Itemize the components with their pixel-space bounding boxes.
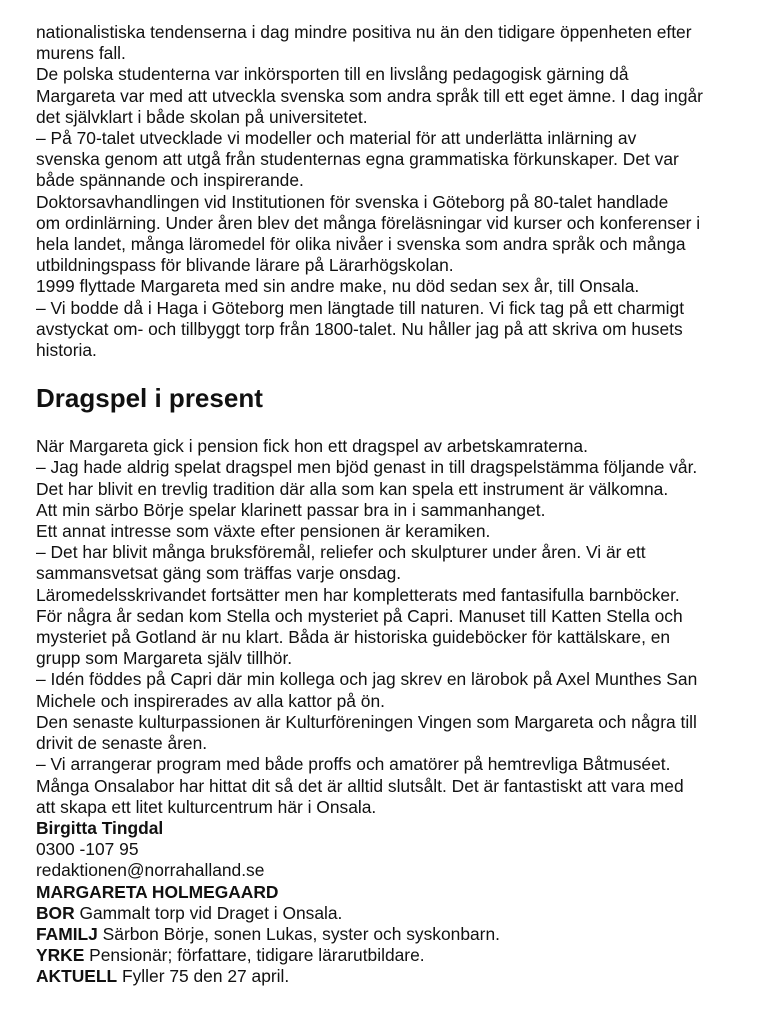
text-line: om ordinlärning. Under åren blev det många föreläsningar vid kurser och konferenser i: [36, 212, 701, 233]
text-line: Den senaste kulturpassionen är Kulturföreningen Vingen som Margareta och några till: [36, 711, 697, 732]
factbox-value: Gammalt torp vid Draget i Onsala.: [74, 902, 343, 923]
text-line: 1999 flyttade Margareta med sin andre make, nu död sedan sex år, till Onsala.: [36, 276, 640, 297]
section-heading: Dragspel i present: [36, 383, 263, 414]
text-line: avstyckat om- och tillbyggt torp från 1800-talet. Nu håller jag på att skriva om husets: [36, 318, 683, 339]
factbox-label: FAMILJ: [36, 923, 98, 944]
body-paragraphs: [36, 436, 726, 818]
factbox-label: BOR: [36, 902, 75, 923]
text-line: att skapa ett litet kulturcentrum här i Onsala.: [36, 796, 377, 817]
factbox-value: Särbon Börje, sonen Lukas, syster och syskonbarn.: [97, 923, 500, 944]
factbox-value: Fyller 75 den 27 april.: [117, 966, 290, 987]
factbox-label: YRKE: [36, 945, 85, 966]
text-line: När Margareta gick i pension fick hon ett dragspel av arbetskamraterna.: [36, 436, 588, 457]
text-line: – Vi arrangerar program med både proffs och amatörer på hemtrevliga Båtmuséet.: [36, 754, 671, 775]
text-line: – Idén föddes på Capri där min kollega och jag skrev en lärobok på Axel Munthes San: [36, 669, 698, 690]
text-line: Läromedelsskrivandet fortsätter men har kompletterats med fantasifulla barnböcker.: [36, 584, 680, 605]
text-line: Många Onsalabor har hittat dit så det är alltid slutsålt. Det är fantastiskt att vara med: [36, 775, 684, 796]
text-line: Doktorsavhandlingen vid Institutionen för svenska i Göteborg på 80-talet handlade: [36, 191, 669, 212]
author-name-text: Birgitta Tingdal: [36, 817, 164, 838]
text-line: Att min särbo Börje spelar klarinett passar bra in i sammanhanget.: [36, 499, 546, 520]
author-name: [36, 818, 726, 839]
factbox-value: Pensionär; författare, tidigare lärarutbildare.: [84, 945, 425, 966]
text-line: historia.: [36, 340, 97, 361]
text-line: grupp som Margareta själv tillhör.: [36, 648, 293, 669]
text-line: Margareta var med att utveckla svenska som andra språk till ett eget ämne. I dag ingår: [36, 85, 703, 106]
text-line: Det har blivit en trevlig tradition där alla som kan spela ett instrument är välkomna.: [36, 478, 669, 499]
intro-paragraphs: [36, 22, 726, 361]
text-line: Ett annat intresse som växte efter pensionen är keramiken.: [36, 521, 491, 542]
text-line: – Jag hade aldrig spelat dragspel men bjöd genast in till dragspelstämma följande vår.: [36, 457, 698, 478]
text-line: murens fall.: [36, 43, 126, 64]
text-line: svenska genom att utgå från studenternas egna grammatiska förkunskaper. Det var: [36, 149, 679, 170]
text-line: mysteriet på Gotland är nu klart. Båda är historiska guideböcker för kattälskare, en: [36, 627, 671, 648]
factbox: [36, 882, 726, 988]
text-line: det självklart i både skolan på universitetet.: [36, 106, 368, 127]
factbox-label: AKTUELL: [36, 966, 118, 987]
factbox-row-aktuell: [36, 966, 726, 987]
factbox-row-yrke: [36, 945, 726, 966]
author-email: redaktionen@norrahalland.se: [36, 860, 265, 881]
byline: [36, 818, 726, 882]
text-line: De polska studenterna var inkörsporten till en livslång pedagogisk gärning då: [36, 64, 629, 85]
text-line: hela landet, många läromedel för olika nivåer i svenska som andra språk och många: [36, 234, 686, 255]
text-line: utbildningspass för blivande lärare på Lärarhögskolan.: [36, 255, 454, 276]
text-line: – Vi bodde då i Haga i Göteborg men längtade till naturen. Vi fick tag på ett charmigt: [36, 297, 685, 318]
article-page: [36, 22, 726, 988]
text-line: både spännande och inspirerande.: [36, 170, 304, 191]
author-phone: 0300 -107 95: [36, 839, 139, 860]
text-line: – Det har blivit många bruksföremål, reliefer och skulpturer under åren. Vi är ett: [36, 542, 646, 563]
factbox-row-familj: [36, 924, 726, 945]
text-line: För några år sedan kom Stella och mysteriet på Capri. Manuset till Katten Stella och: [36, 605, 683, 626]
text-line: drivit de senaste åren.: [36, 733, 208, 754]
text-line: nationalistiska tendenserna i dag mindre positiva nu än den tidigare öppenheten efter: [36, 22, 692, 42]
text-line: sammansvetsat gäng som träffas varje onsdag.: [36, 563, 402, 584]
factbox-name: [36, 882, 726, 903]
factbox-name-text: MARGARETA HOLMEGAARD: [36, 881, 279, 902]
text-line: Michele och inspirerades av alla kattor på ön.: [36, 690, 385, 711]
factbox-row-bor: [36, 903, 726, 924]
text-line: – På 70-talet utvecklade vi modeller och material för att underlätta inlärning av: [36, 128, 637, 149]
